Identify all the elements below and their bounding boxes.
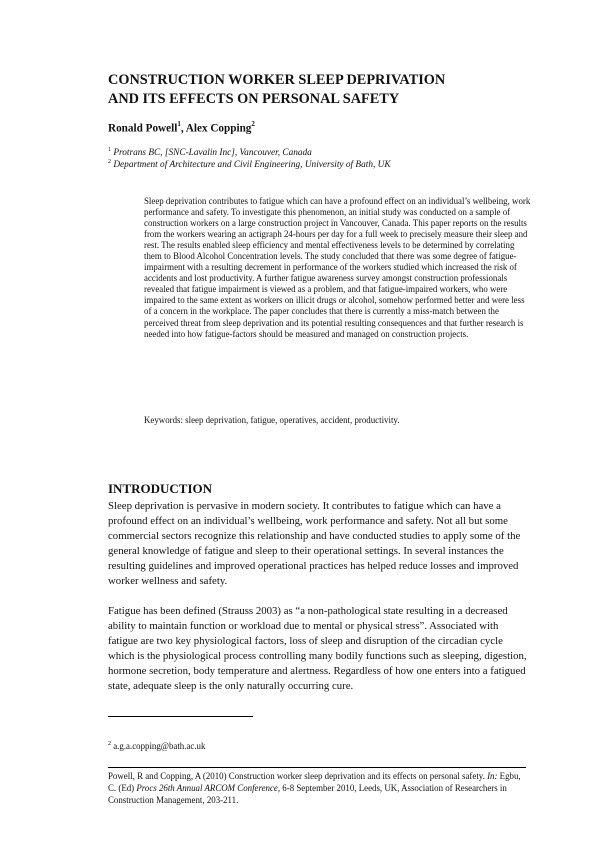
affiliation-mark: 2 [108,159,111,165]
citation-text: Powell, R and Copping, A (2010) Construction worker sleep deprivation and its effects on personal safety. [108,771,488,781]
paper-title: CONSTRUCTION WORKER SLEEP DEPRIVATION AND ITS EFFECTS ON PERSONAL SAFETY [108,72,446,107]
author-name: Alex Copping [185,122,252,135]
author-list [108,121,255,135]
footnote-divider [108,716,253,717]
citation-proceedings: Procs 26th Annual ARCOM Conference, [136,782,281,793]
author-affiliation-mark: 2 [251,120,255,128]
author-name: Ronald Powell [108,122,178,135]
body-paragraph: Sleep deprivation is pervasive in modern society. It contributes to fatigue which can have a profound effect on an individual’s wellbeing, work performance and safety. Not all but some commercial sectors recognize this relationship and have conducted studies to apply some of the general knowledge of fatigue and sleep to their operational settings. In several instances the resulting guidelines and improved operational practices has helped reduce losses and improved worker wellness and safety. [108,500,521,588]
citation-in-label: In: [487,771,498,781]
abstract: Sleep deprivation contributes to fatigue which can have a profound effect on an individual’s wellbeing, work performance and safety. To investigate this phenomenon, an initial study was conducted on a sample of construction workers on a large construction project in Vancouver, Canada. This paper reports on the results from the workers wearing an actigraph 24-hours per day for a full week to precisely measure their sleep and rest. The results enabled sleep efficiency and mental effectiveness levels to be determined by correlating them to Blood Alcohol Concentration levels. The study concluded that there was some degree of fatigue-impairment with a resulting decrement in performance of the workers studied which increased the risk of accidents and lost productivity. A further fatigue awareness survey amongst construction professionals revealed that fatigue impairment is viewed as a problem, and that fatigue-impaired workers, who were impaired to the same extent as workers on illicit drugs or alcohol, somehow performed better and were less of a concern in the workplace. The paper concludes that there is currently a miss-match between the perceived threat from sleep deprivation and its potential resulting consequences and that further research is needed into how fatigue-factors should be measured and managed on construction projects. [144,196,531,339]
citation-divider [108,767,526,768]
citation-text: 6-8 September 2010, Leeds, UK, Association of Researchers in Construction Management, 203-211. [108,782,507,805]
footnote [108,741,205,751]
affiliation [108,147,312,158]
affiliation-text: Protrans BC, [SNC-Lavalin Inc], Vancouver, Canada [113,148,312,159]
keywords: Keywords: sleep deprivation, fatigue, operatives, accident, productivity. [144,415,400,425]
section-heading-introduction: INTRODUCTION [108,481,213,496]
author-separator: , [180,122,186,135]
footnote-mark: 2 [108,741,111,748]
affiliation-mark: 1 [108,147,111,153]
footnote-email: a.g.a.copping@bath.ac.uk [113,741,206,751]
affiliation-text: Department of Architecture and Civil Engineering, University of Bath, UK [113,160,391,171]
citation-text: Egbu, C. (Ed) [108,771,521,793]
body-paragraph: Fatigue has been defined (Strauss 2003) as “a non-pathological state resulting in a decreased ability to maintain function or workload due to mental or physical stress”. Associated with fatigue are two key physiological factors, loss of sleep and disruption of the circadian cycle which is the physiological process controlling many bodily functions such as sleeping, digestion, hormone secretion, body temperature and alertness. Regardless of how one enters into a fatigued state, adequate sleep is the only naturally occurring cure. [108,605,527,693]
citation [108,771,526,806]
author-affiliation-mark: 1 [177,120,181,128]
affiliation [108,159,391,170]
